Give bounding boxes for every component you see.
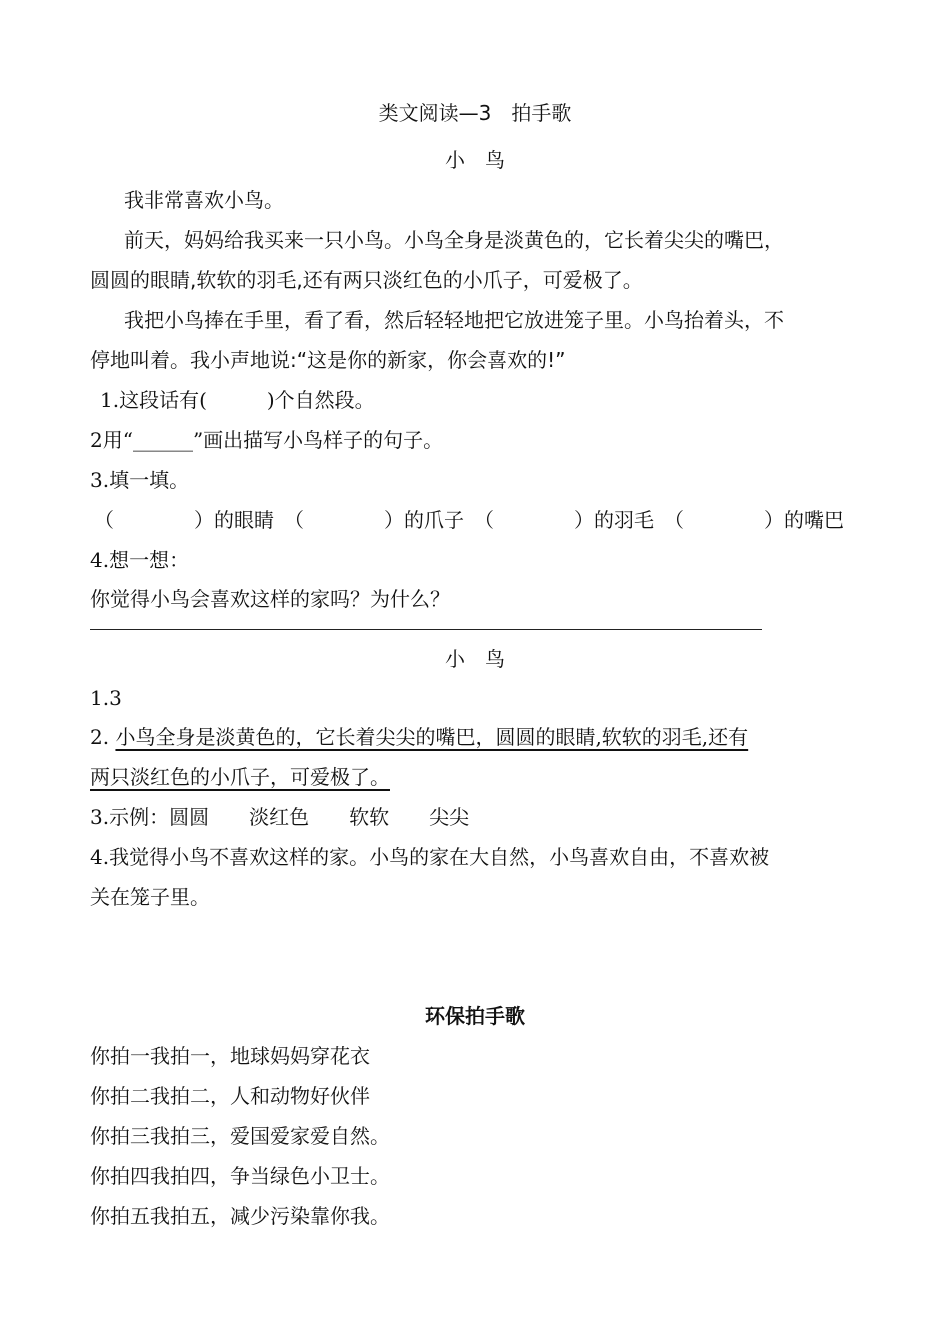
passage-paragraph-3-line-1: 我把小鸟捧在手里，看了看，然后轻轻地把它放进笼子里。小鸟抬着头，不 xyxy=(124,308,784,332)
passage-paragraph-2-line-2: 圆圆的眼睛,软软的羽毛,还有两只淡红色的小爪子，可爱极了。 xyxy=(90,268,643,292)
song-line: 你拍一我拍一，地球妈妈穿花衣 xyxy=(90,1044,370,1068)
question-3: 3.填一填。 xyxy=(90,468,190,492)
song-line: 你拍五我拍五，减少污染靠你我。 xyxy=(90,1204,390,1228)
passage-paragraph-3-line-2: 停地叫着。我小声地说:“这是你的新家，你会喜欢的!” xyxy=(90,348,566,372)
answer-1: 1.3 xyxy=(90,686,122,710)
answer-line-divider xyxy=(90,629,762,630)
answer-2-line-2: 两只淡红色的小爪子，可爱极了。 xyxy=(90,765,390,789)
fill-blank-beak: （ ）的嘴巴 xyxy=(664,508,844,532)
answers-heading: 小 鸟 xyxy=(445,647,505,671)
question-1: 1.这段话有( )个自然段。 xyxy=(100,388,375,412)
song-line: 你拍四我拍四，争当绿色小卫士。 xyxy=(90,1164,390,1188)
answer-4-line-2: 关在笼子里。 xyxy=(90,885,210,909)
passage-heading: 小 鸟 xyxy=(445,148,505,172)
fill-blank-eyes: （ ）的眼睛 xyxy=(94,508,274,532)
question-4-prompt: 你觉得小鸟会喜欢这样的家吗？为什么？ xyxy=(90,587,450,611)
page-title: 类文阅读—3 拍手歌 xyxy=(378,101,572,125)
passage-paragraph-1: 我非常喜欢小鸟。 xyxy=(124,188,284,212)
song-title: 环保拍手歌 xyxy=(425,1004,525,1028)
fill-blank-feathers: （ ）的羽毛 xyxy=(474,508,654,532)
question-2: 2用“______”画出描写小鸟样子的句子。 xyxy=(90,428,444,452)
question-4: 4.想一想： xyxy=(90,548,190,572)
answer-2-line-1 xyxy=(90,723,748,751)
song-line: 你拍三我拍三，爱国爱家爱自然。 xyxy=(90,1124,390,1148)
song-line: 你拍二我拍二，人和动物好伙伴 xyxy=(90,1084,370,1108)
passage-paragraph-2-line-1: 前天，妈妈给我买来一只小鸟。小鸟全身是淡黄色的，它长着尖尖的嘴巴， xyxy=(124,228,784,252)
fill-blank-claws: （ ）的爪子 xyxy=(284,508,464,532)
answer-2-number: 2. xyxy=(90,725,116,749)
answer-3: 3.示例：圆圆 淡红色 软软 尖尖 xyxy=(90,805,470,829)
answer-2-underlined-text: 小鸟全身是淡黄色的，它长着尖尖的嘴巴，圆圆的眼睛,软软的羽毛,还有 xyxy=(115,725,749,749)
answer-4-line-1: 4.我觉得小鸟不喜欢这样的家。小鸟的家在大自然，小鸟喜欢自由，不喜欢被 xyxy=(90,845,770,869)
